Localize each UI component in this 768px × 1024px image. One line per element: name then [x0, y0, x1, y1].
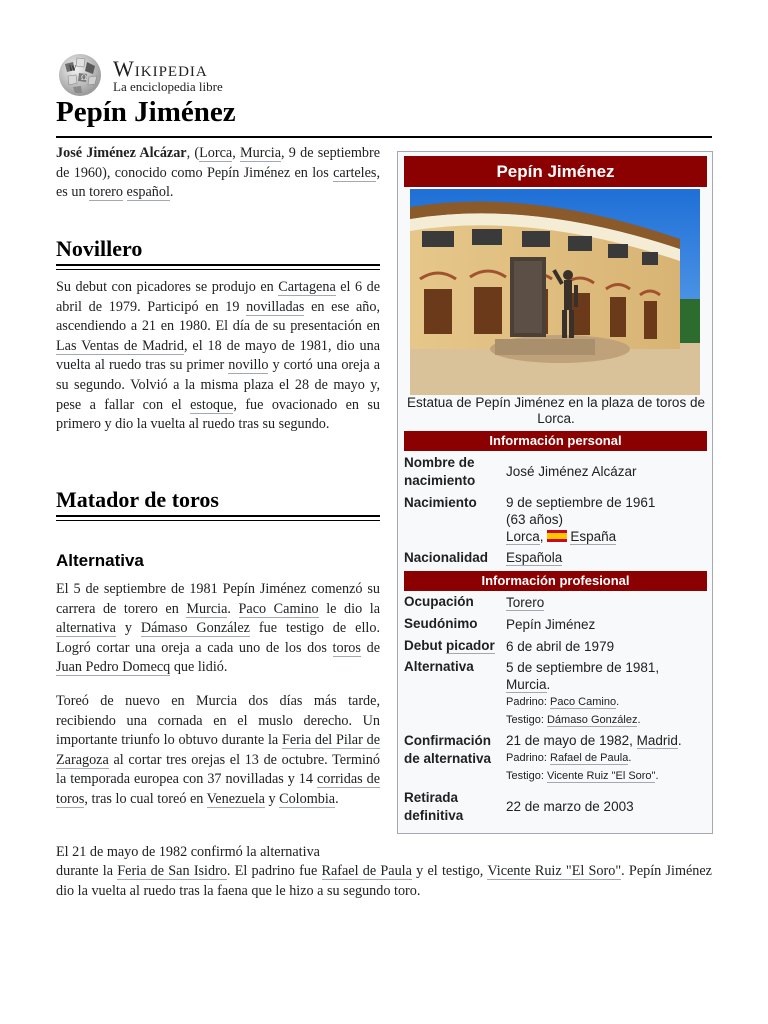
- birth-date: 9 de septiembre de 1961: [506, 495, 656, 510]
- confirmacion-paragraph: [56, 862, 712, 901]
- link-damaso-gonzalez[interactable]: Dámaso González: [546, 714, 638, 726]
- confirmacion-testigo: Testigo: Vicente Ruiz "El Soro".: [506, 770, 659, 782]
- confirmacion-date: 21 de mayo de 1982,: [506, 733, 637, 748]
- value-seudonimo: Pepín Jiménez: [506, 617, 596, 632]
- infobox-caption: Estatua de Pepín Jiménez en la plaza de toros de Lorca.: [407, 395, 705, 426]
- text: en ese año, ascendiendo a 21 en 1980. El día de su presentación en: [56, 298, 380, 335]
- novillero-paragraph: [56, 278, 380, 435]
- wikipedia-globe-icon: [55, 52, 105, 98]
- text: y: [264, 790, 280, 807]
- text: . El padrino fue: [226, 863, 322, 879]
- confirmacion-padrino: Padrino: Rafael de Paula.: [506, 752, 632, 764]
- text: , tras lo cual toreó en: [84, 790, 207, 807]
- label-nacionalidad: Nacionalidad: [404, 550, 489, 565]
- label-nacimiento: Nacimiento: [404, 495, 477, 510]
- link-picador[interactable]: picador: [446, 638, 495, 653]
- link-rafael-de-paula[interactable]: Rafael de Paula: [550, 752, 629, 764]
- link-lorca[interactable]: Lorca: [506, 529, 540, 544]
- intro-paragraph: [56, 144, 380, 203]
- link-rafael-de-paula[interactable]: Rafael de Paula: [321, 863, 412, 879]
- text: .: [335, 790, 339, 807]
- link-espanola[interactable]: Española: [506, 550, 563, 565]
- link-feria-pilar[interactable]: Feria del Pilar de Zaragoza: [56, 732, 380, 768]
- heading-novillero: Novillero: [56, 236, 143, 261]
- text: el 6 de abril de 1979. Participó en 19: [56, 279, 380, 315]
- link-murcia[interactable]: Murcia: [506, 677, 547, 692]
- link-carteles[interactable]: carteles: [333, 164, 377, 181]
- alternativa-date: 5 de septiembre de 1981,: [506, 660, 660, 675]
- link-paco-camino[interactable]: Paco Camino: [238, 600, 319, 617]
- spain-flag-icon: [547, 530, 567, 542]
- heading-divider: [56, 520, 380, 521]
- link-toros[interactable]: toros: [332, 639, 361, 656]
- text: durante la: [56, 863, 118, 879]
- value-retirada: 22 de marzo de 2003: [506, 799, 634, 814]
- link-torero[interactable]: torero: [89, 184, 123, 201]
- text: Su debut con picadores se produjo en: [56, 279, 279, 295]
- value-ocupacion: [506, 594, 704, 611]
- text: , es un: [56, 164, 380, 201]
- text: Toreó de nuevo en Murcia dos días más tarde, recibiendo una cornada en el muslo derecho. Un importante triunfo lo obtuvo durante la: [56, 693, 380, 749]
- value-debut: 6 de abril de 1979: [506, 639, 615, 654]
- svg-text:Ω: Ω: [81, 74, 87, 82]
- separator: ,: [539, 529, 544, 544]
- link-vicente-ruiz[interactable]: Vicente Ruiz "El Soro": [487, 863, 622, 879]
- link-novillo[interactable]: novillo: [228, 357, 269, 374]
- text: .: [169, 184, 174, 201]
- text: , fue ovacionado en su primero y dio la vuelta al ruedo tras su segundo.: [56, 396, 380, 433]
- value-alternativa: [506, 659, 704, 729]
- link-vicente-ruiz[interactable]: Vicente Ruiz "El Soro": [546, 770, 656, 782]
- label-ocupacion: Ocupación: [404, 594, 474, 609]
- text: . Pepín Jiménez dio la vuelta al ruedo tras la faena que le hizo a su segundo toro.: [56, 863, 712, 899]
- wikipedia-tagline: La enciclopedia libre: [113, 79, 223, 94]
- infobox-section-profesional: Información profesional: [404, 571, 707, 591]
- confirmacion-paragraph-line1: El 21 de mayo de 1982 confirmó la alternativa: [56, 844, 320, 860]
- text: que lidió.: [170, 659, 228, 676]
- link-venezuela[interactable]: Venezuela: [206, 790, 265, 807]
- text: , el 18 de mayo de 1981, dio una vuelta al ruedo tras su primer: [56, 337, 380, 374]
- heading-divider: [56, 269, 380, 270]
- link-lorca[interactable]: Lorca: [199, 145, 233, 161]
- infobox-section-personal: Información personal: [404, 431, 707, 451]
- link-paco-camino[interactable]: Paco Camino: [550, 696, 617, 708]
- testigo-prefix: Testigo:: [506, 714, 547, 726]
- link-juan-pedro-domecq[interactable]: Juan Pedro Domecq: [56, 659, 171, 676]
- testigo-prefix: Testigo:: [506, 770, 547, 782]
- value-nacionalidad: [506, 549, 704, 566]
- dot: .: [546, 677, 551, 692]
- link-murcia[interactable]: Murcia: [186, 600, 228, 617]
- text: y cortó una oreja a su segundo. Volvió a la misma plaza el 28 de mayo y, pese a fallar con el: [56, 357, 380, 413]
- text: .: [227, 600, 239, 617]
- label-alternativa: Alternativa: [404, 659, 474, 674]
- label-debut-text: Debut: [404, 638, 446, 653]
- link-feria-san-isidro[interactable]: Feria de San Isidro: [117, 863, 227, 879]
- label-retirada: Retirada definitiva: [404, 790, 464, 823]
- link-torero[interactable]: Torero: [506, 595, 545, 610]
- label-debut: [404, 637, 500, 655]
- alternativa-paragraph: [56, 580, 380, 678]
- text: , (: [186, 145, 200, 161]
- text: [123, 184, 127, 200]
- link-murcia[interactable]: Murcia: [240, 145, 281, 161]
- infobox: [397, 151, 713, 834]
- heading-divider: [56, 264, 380, 266]
- link-cartagena[interactable]: Cartagena: [278, 279, 336, 295]
- value-nombre: José Jiménez Alcázar: [506, 464, 637, 479]
- wikipedia-logo[interactable]: [55, 52, 255, 100]
- age: (63 años): [506, 512, 564, 527]
- label-nombre: Nombre de nacimiento: [404, 455, 476, 488]
- alternativa-testigo: Testigo: Dámaso González.: [506, 714, 641, 726]
- intro-bold-name: José Jiménez Alcázar: [56, 145, 187, 161]
- padrino-prefix: Padrino:: [506, 752, 551, 764]
- padrino-prefix: Padrino:: [506, 696, 551, 708]
- label-seudonimo: Seudónimo: [404, 616, 478, 631]
- text: y el testigo,: [411, 863, 488, 879]
- infobox-image[interactable]: [410, 189, 700, 395]
- text: de: [360, 639, 380, 656]
- link-damaso-gonzalez[interactable]: Dámaso González: [140, 620, 250, 637]
- bullring-statue-photo: [410, 189, 700, 395]
- value-nacimiento: [506, 494, 704, 545]
- wikipedia-wordmark: Wikipedia: [113, 56, 208, 81]
- link-espana[interactable]: España: [570, 529, 617, 544]
- heading-matador: Matador de toros: [56, 487, 219, 512]
- link-colombia[interactable]: Colombia: [279, 790, 336, 807]
- link-estoque[interactable]: estoque: [190, 396, 234, 413]
- heading-divider: [56, 515, 380, 517]
- value-confirmacion: 21 de mayo de 1982, Madrid. Padrino: Rafael de Paula. Testigo: Vicente Ruiz "El Soro".: [506, 732, 704, 785]
- heading-alternativa: Alternativa: [56, 551, 144, 570]
- infobox-title: Pepín Jiménez: [404, 156, 707, 187]
- temporada-paragraph: [56, 692, 380, 810]
- alternativa-padrino: Padrino: Paco Camino.: [506, 696, 620, 708]
- link-alternativa[interactable]: alternativa: [56, 620, 116, 637]
- text: fue testigo de ello. Logró cortar una oreja a cada uno de los dos: [56, 620, 380, 656]
- label-confirmacion: Confirmación de alternativa: [404, 733, 492, 766]
- text: El 5 de septiembre de 1981 Pepín Jiménez comenzó su carrera de torero en: [56, 581, 380, 617]
- text: , 9 de septiembre de 1960), conocido como Pepín Jiménez en los: [56, 145, 380, 181]
- link-las-ventas[interactable]: Las Ventas de Madrid: [56, 337, 184, 354]
- text: ,: [232, 145, 241, 161]
- page-title: Pepín Jiménez: [56, 96, 236, 128]
- text: y: [115, 620, 141, 637]
- link-espanol[interactable]: español: [126, 184, 170, 201]
- text: le dio la: [318, 600, 380, 617]
- text: al cortar tres orejas el 13 de octubre. Terminó la temporada europea con 37 novilladas y 14: [56, 751, 380, 788]
- title-divider: [56, 136, 712, 138]
- link-madrid[interactable]: Madrid: [636, 733, 678, 748]
- link-corridas-de-toros[interactable]: corridas de toros: [56, 771, 380, 807]
- link-novilladas[interactable]: novilladas: [246, 298, 305, 315]
- svg-text:W: W: [69, 65, 77, 73]
